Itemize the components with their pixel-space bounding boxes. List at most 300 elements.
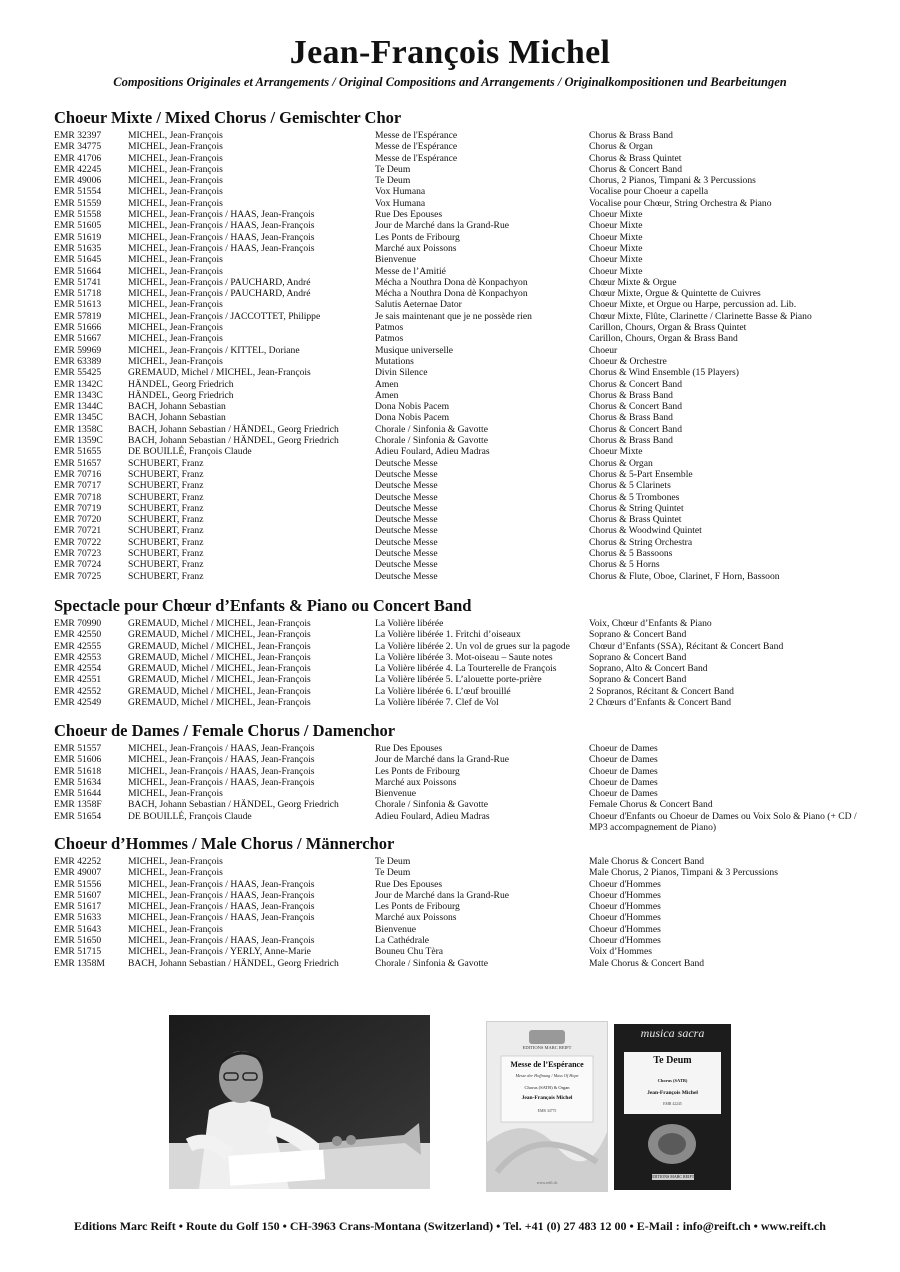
catalog-title: Te Deum bbox=[375, 163, 411, 175]
catalog-instrumentation: Chorus & Brass Quintet bbox=[589, 514, 682, 526]
catalog-code: EMR 70724 bbox=[54, 559, 102, 571]
catalog-title: Chorale / Sinfonia & Gavotte bbox=[375, 799, 488, 811]
catalog-composer: MICHEL, Jean-François bbox=[128, 322, 223, 334]
catalog-instrumentation: Chorus & Brass Band bbox=[589, 412, 673, 424]
catalog-row bbox=[54, 492, 854, 503]
cover-code: EMR 34775 bbox=[537, 1109, 557, 1113]
catalog-instrumentation: Choeur d'Hommes bbox=[589, 935, 661, 947]
catalog-title: Deutsche Messe bbox=[375, 570, 438, 582]
catalog-composer: MICHEL, Jean-François bbox=[128, 867, 223, 879]
catalog-title: Dona Nobis Pacem bbox=[375, 412, 450, 424]
catalog-code: EMR 42552 bbox=[54, 685, 102, 697]
catalog-composer: GREMAUD, Michel / MICHEL, Jean-François bbox=[128, 640, 311, 652]
catalog-code: EMR 51667 bbox=[54, 333, 102, 345]
cover-url: www.reift.ch bbox=[536, 1180, 558, 1185]
catalog-title: La Volière libérée 4. La Tourterelle de François bbox=[375, 663, 557, 675]
catalog-title: Vox Humana bbox=[375, 197, 426, 209]
catalog-instrumentation: Chorus & 5 Bassoons bbox=[589, 547, 673, 559]
catalog-list bbox=[54, 130, 854, 582]
catalog-row bbox=[54, 663, 854, 674]
cover-composer: Jean-François Michel bbox=[521, 1095, 573, 1101]
cover-code: EMR 42245 bbox=[663, 1102, 682, 1106]
catalog-row bbox=[54, 175, 854, 186]
catalog-row bbox=[54, 333, 854, 344]
catalog-instrumentation: Voix, Chœur d’Enfants & Piano bbox=[589, 618, 712, 629]
catalog-row bbox=[54, 322, 854, 333]
catalog-row bbox=[54, 209, 854, 220]
catalog-code: EMR 34775 bbox=[54, 141, 102, 153]
catalog-code: EMR 42549 bbox=[54, 697, 102, 709]
catalog-instrumentation: Male Chorus & Concert Band bbox=[589, 856, 705, 867]
catalog-row bbox=[54, 379, 854, 390]
catalog-code: EMR 51664 bbox=[54, 265, 102, 277]
catalog-row bbox=[54, 890, 854, 901]
catalog-instrumentation: Chœur Mixte & Orgue bbox=[589, 276, 677, 288]
cover-subtitle: Messe der Hoffnung / Mass Of Hope bbox=[515, 1073, 579, 1078]
catalog-title: Bouneu Chu Tèra bbox=[375, 946, 444, 958]
catalog-instrumentation: Carillon, Chours, Organ & Brass Quintet bbox=[589, 322, 747, 334]
catalog-row bbox=[54, 220, 854, 231]
catalog-code: EMR 42553 bbox=[54, 651, 102, 663]
catalog-row bbox=[54, 412, 854, 423]
catalog-composer: MICHEL, Jean-François / HAAS, Jean-François bbox=[128, 242, 315, 254]
catalog-instrumentation: Chorus & Woodwind Quintet bbox=[589, 525, 702, 537]
catalog-instrumentation: Chœur d’Enfants (SSA), Récitant & Concert Band bbox=[589, 640, 784, 652]
catalog-row bbox=[54, 810, 857, 834]
catalog-composer: HÄNDEL, Georg Friedrich bbox=[128, 378, 234, 390]
catalog-composer: BACH, Johann Sebastian / HÄNDEL, Georg Friedrich bbox=[128, 435, 339, 447]
catalog-composer: DE BOUILLÉ, François Claude bbox=[128, 810, 252, 822]
catalog-code: EMR 70718 bbox=[54, 491, 102, 503]
catalog-row bbox=[54, 435, 854, 446]
catalog-instrumentation: Choeur & Orchestre bbox=[589, 355, 667, 367]
catalog-row bbox=[54, 458, 854, 469]
catalog-composer: MICHEL, Jean-François / HAAS, Jean-François bbox=[128, 889, 315, 901]
catalog-instrumentation: Choeur bbox=[589, 344, 618, 356]
catalog-title: Deutsche Messe bbox=[375, 536, 438, 548]
catalog-title: La Volière libérée 3. Mot-oiseau – Saute notes bbox=[375, 651, 553, 663]
catalog-composer: MICHEL, Jean-François / HAAS, Jean-François bbox=[128, 912, 315, 924]
composer-photo-drawing bbox=[169, 1015, 430, 1189]
catalog-instrumentation: Chorus & 5 Horns bbox=[589, 559, 660, 571]
cover-publisher: EDITIONS MARC REIFT bbox=[650, 1174, 695, 1179]
cover-title: Messe de l’Espérance bbox=[510, 1060, 584, 1069]
catalog-row bbox=[54, 958, 854, 969]
catalog-code: EMR 70720 bbox=[54, 514, 102, 526]
catalog-instrumentation: Choeur d'Enfants ou Choeur de Dames ou Voix Solo & Piano (+ CD / MP3 accompagnement de Piano) bbox=[589, 810, 857, 834]
catalog-title: Adieu Foulard, Adieu Madras bbox=[375, 810, 490, 822]
catalog-code: EMR 70725 bbox=[54, 570, 102, 582]
catalog-composer: SCHUBERT, Franz bbox=[128, 570, 204, 582]
catalog-code: EMR 63389 bbox=[54, 355, 102, 367]
catalog-composer: MICHEL, Jean-François / HAAS, Jean-François bbox=[128, 935, 315, 947]
catalog-title: La Volière libérée bbox=[375, 618, 444, 629]
catalog-row bbox=[54, 525, 854, 536]
cover-composer: Jean-François Michel bbox=[647, 1090, 698, 1096]
catalog-instrumentation: Choeur Mixte bbox=[589, 254, 643, 266]
cover-messe-de-l-esperance bbox=[486, 1021, 608, 1192]
catalog-title: Messe de l'Espérance bbox=[375, 141, 458, 153]
catalog-instrumentation: Choeur d'Hommes bbox=[589, 889, 661, 901]
catalog-composer: BACH, Johann Sebastian / HÄNDEL, Georg Friedrich bbox=[128, 799, 339, 811]
catalog-title: Rue Des Epouses bbox=[375, 743, 443, 754]
cover-scoring: Chorus (SATB) bbox=[657, 1078, 688, 1083]
catalog-row bbox=[54, 232, 854, 243]
catalog-row bbox=[54, 356, 854, 367]
catalog-row bbox=[54, 243, 854, 254]
catalog-instrumentation: Choeur de Dames bbox=[589, 754, 658, 766]
catalog-composer: MICHEL, Jean-François / HAAS, Jean-François bbox=[128, 776, 315, 788]
catalog-row bbox=[54, 754, 854, 765]
catalog-composer: MICHEL, Jean-François / PAUCHARD, André bbox=[128, 276, 311, 288]
catalog-code: EMR 1343C bbox=[54, 389, 103, 401]
catalog-composer: GREMAUD, Michel / MICHEL, Jean-François bbox=[128, 663, 311, 675]
catalog-code: EMR 42554 bbox=[54, 663, 102, 675]
catalog-instrumentation: Choeur de Dames bbox=[589, 743, 658, 754]
catalog-composer: SCHUBERT, Franz bbox=[128, 491, 204, 503]
catalog-composer: MICHEL, Jean-François bbox=[128, 254, 223, 266]
catalog-row bbox=[54, 946, 854, 957]
catalog-composer: MICHEL, Jean-François bbox=[128, 163, 223, 175]
catalog-code: EMR 51657 bbox=[54, 457, 102, 469]
catalog-instrumentation: Choeur d'Hommes bbox=[589, 901, 661, 913]
catalog-row bbox=[54, 367, 854, 378]
catalog-instrumentation: Male Chorus, 2 Pianos, Timpani & 3 Percussions bbox=[589, 867, 778, 879]
catalog-composer: GREMAUD, Michel / MICHEL, Jean-François bbox=[128, 367, 311, 379]
catalog-instrumentation: Chorus & Concert Band bbox=[589, 423, 682, 435]
catalog-row bbox=[54, 299, 854, 310]
catalog-code: EMR 1358F bbox=[54, 799, 102, 811]
catalog-code: EMR 70723 bbox=[54, 547, 102, 559]
catalog-composer: MICHEL, Jean-François bbox=[128, 186, 223, 198]
catalog-row bbox=[54, 186, 854, 197]
catalog-code: EMR 70990 bbox=[54, 618, 102, 629]
catalog-title: Salutis Aeternae Dator bbox=[375, 299, 462, 311]
cover-series: musica sacra bbox=[640, 1026, 705, 1040]
catalog-code: EMR 51741 bbox=[54, 276, 102, 288]
catalog-row bbox=[54, 788, 854, 799]
catalog-composer: MICHEL, Jean-François bbox=[128, 197, 223, 209]
catalog-title: Te Deum bbox=[375, 867, 411, 879]
catalog-code: EMR 49007 bbox=[54, 867, 102, 879]
catalog-composer: MICHEL, Jean-François / YERLY, Anne-Marie bbox=[128, 946, 311, 958]
catalog-instrumentation: Chorus & Organ bbox=[589, 457, 653, 469]
catalog-row bbox=[54, 277, 854, 288]
catalog-code: EMR 51618 bbox=[54, 765, 102, 777]
cover-publisher: EDITIONS MARC REIFT bbox=[522, 1045, 572, 1050]
catalog-composer: GREMAUD, Michel / MICHEL, Jean-François bbox=[128, 685, 311, 697]
catalog-title: Deutsche Messe bbox=[375, 457, 438, 469]
catalog-title: Deutsche Messe bbox=[375, 514, 438, 526]
catalog-composer: SCHUBERT, Franz bbox=[128, 480, 204, 492]
footer-contact: Editions Marc Reift • Route du Golf 150 • CH-3963 Crans-Montana (Switzerland) • Tel. +41 (0) 27 483 12 00 • E-Mail : info@reift.ch • www.reift.ch bbox=[74, 1219, 826, 1233]
catalog-instrumentation: Choeur Mixte bbox=[589, 209, 643, 221]
catalog-code: EMR 1342C bbox=[54, 378, 103, 390]
catalog-composer: MICHEL, Jean-François / KITTEL, Doriane bbox=[128, 344, 300, 356]
catalog-row bbox=[54, 743, 854, 754]
catalog-composer: MICHEL, Jean-François bbox=[128, 130, 223, 141]
catalog-row bbox=[54, 777, 854, 788]
catalog-composer: GREMAUD, Michel / MICHEL, Jean-François bbox=[128, 618, 311, 629]
catalog-composer: BACH, Johann Sebastian / HÄNDEL, Georg Friedrich bbox=[128, 957, 339, 969]
catalog-instrumentation: Chorus & 5 Trombones bbox=[589, 491, 680, 503]
catalog-instrumentation: Chorus & Brass Band bbox=[589, 435, 673, 447]
catalog-row bbox=[54, 559, 854, 570]
catalog-instrumentation: Soprano, Alto & Concert Band bbox=[589, 663, 708, 675]
catalog-composer: GREMAUD, Michel / MICHEL, Jean-François bbox=[128, 697, 311, 709]
catalog-row bbox=[54, 629, 854, 640]
page-title: Jean-François Michel bbox=[289, 34, 611, 71]
catalog-instrumentation: Chorus & Concert Band bbox=[589, 401, 682, 413]
catalog-instrumentation: Choeur Mixte bbox=[589, 231, 643, 243]
catalog-title: Adieu Foulard, Adieu Madras bbox=[375, 446, 490, 458]
catalog-title: Messe de l’Amitié bbox=[375, 265, 446, 277]
catalog-row bbox=[54, 766, 854, 777]
catalog-title: Patmos bbox=[375, 333, 404, 345]
catalog-row bbox=[54, 674, 854, 685]
catalog-instrumentation: Chorus & 5 Clarinets bbox=[589, 480, 671, 492]
catalog-row bbox=[54, 446, 854, 457]
catalog-code: EMR 70722 bbox=[54, 536, 102, 548]
cover-scoring: Chorus (SATB) & Organ bbox=[524, 1085, 570, 1090]
catalog-instrumentation: Chorus & Flute, Oboe, Clarinet, F Horn, Bassoon bbox=[589, 570, 780, 582]
catalog-title: Mécha a Nouthra Dona dè Konpachyon bbox=[375, 288, 528, 300]
catalog-title: Deutsche Messe bbox=[375, 547, 438, 559]
catalog-instrumentation: Choeur de Dames bbox=[589, 788, 658, 800]
catalog-code: EMR 51643 bbox=[54, 923, 102, 935]
catalog-title: Deutsche Messe bbox=[375, 491, 438, 503]
catalog-row bbox=[54, 345, 854, 356]
catalog-list bbox=[54, 856, 854, 969]
catalog-code: EMR 70716 bbox=[54, 468, 102, 480]
catalog-instrumentation: Chorus & String Orchestra bbox=[589, 536, 693, 548]
catalog-instrumentation: Chorus & 5-Part Ensemble bbox=[589, 468, 693, 480]
catalog-composer: MICHEL, Jean-François bbox=[128, 355, 223, 367]
catalog-instrumentation: Chorus & Brass Quintet bbox=[589, 152, 682, 164]
catalog-code: EMR 32397 bbox=[54, 130, 102, 141]
catalog-instrumentation: Choeur Mixte bbox=[589, 446, 643, 458]
catalog-row bbox=[54, 401, 854, 412]
catalog-code: EMR 51635 bbox=[54, 242, 102, 254]
catalog-title: Mutations bbox=[375, 355, 414, 367]
catalog-instrumentation: Chorus & Wind Ensemble (15 Players) bbox=[589, 367, 739, 379]
catalog-instrumentation: 2 Chœurs d’Enfants & Concert Band bbox=[589, 697, 732, 709]
catalog-title: Je sais maintenant que je ne possède rien bbox=[375, 310, 532, 322]
cover-title: Te Deum bbox=[653, 1055, 692, 1066]
section-heading: Spectacle pour Chœur d’Enfants & Piano ou Concert Band bbox=[54, 596, 472, 615]
catalog-title: La Cathédrale bbox=[375, 935, 430, 947]
catalog-code: EMR 1358C bbox=[54, 423, 103, 435]
catalog-instrumentation: Soprano & Concert Band bbox=[589, 651, 687, 663]
catalog-composer: BACH, Johann Sebastian bbox=[128, 401, 226, 413]
catalog-instrumentation: Choeur d'Hommes bbox=[589, 912, 661, 924]
catalog-code: EMR 42555 bbox=[54, 640, 102, 652]
catalog-code: EMR 1359C bbox=[54, 435, 103, 447]
section-heading: Choeur de Dames / Female Chorus / Damenchor bbox=[54, 721, 396, 740]
catalog-title: Amen bbox=[375, 378, 399, 390]
catalog-title: Rue Des Epouses bbox=[375, 878, 443, 890]
catalog-instrumentation: Choeur de Dames bbox=[589, 776, 658, 788]
catalog-composer: MICHEL, Jean-François / JACCOTTET, Philippe bbox=[128, 310, 321, 322]
catalog-instrumentation: Vocalise pour Choeur a capella bbox=[589, 186, 709, 198]
catalog-row bbox=[54, 130, 854, 141]
catalog-composer: MICHEL, Jean-François / HAAS, Jean-François bbox=[128, 209, 315, 221]
catalog-composer: MICHEL, Jean-François bbox=[128, 333, 223, 345]
catalog-composer: SCHUBERT, Franz bbox=[128, 536, 204, 548]
catalog-instrumentation: Choeur d'Hommes bbox=[589, 923, 661, 935]
section-heading: Choeur d’Hommes / Male Chorus / Männerchor bbox=[54, 834, 395, 853]
catalog-code: EMR 51644 bbox=[54, 788, 102, 800]
catalog-composer: GREMAUD, Michel / MICHEL, Jean-François bbox=[128, 674, 311, 686]
catalog-row bbox=[54, 424, 854, 435]
catalog-code: EMR 49006 bbox=[54, 175, 102, 187]
catalog-row bbox=[54, 901, 854, 912]
catalog-row bbox=[54, 164, 854, 175]
catalog-instrumentation: Chorus & Concert Band bbox=[589, 163, 682, 175]
catalog-title: Deutsche Messe bbox=[375, 468, 438, 480]
catalog-title: Jour de Marché dans la Grand-Rue bbox=[375, 889, 509, 901]
cover-te-deum-art bbox=[614, 1024, 731, 1190]
catalog-row bbox=[54, 618, 854, 629]
catalog-code: EMR 51650 bbox=[54, 935, 102, 947]
catalog-code: EMR 70721 bbox=[54, 525, 102, 537]
catalog-code: EMR 51559 bbox=[54, 197, 102, 209]
composer-photo bbox=[169, 1015, 430, 1189]
catalog-row bbox=[54, 480, 854, 491]
catalog-title: Les Ponts de Fribourg bbox=[375, 765, 460, 777]
catalog-row bbox=[54, 153, 854, 164]
catalog-title: Bienvenue bbox=[375, 254, 417, 266]
catalog-instrumentation: Choeur Mixte, et Orgue ou Harpe, percussion ad. Lib. bbox=[589, 299, 797, 311]
catalog-instrumentation: Chorus & Organ bbox=[589, 141, 653, 153]
catalog-code: EMR 42245 bbox=[54, 163, 102, 175]
catalog-list bbox=[54, 743, 857, 834]
catalog-composer: MICHEL, Jean-François / HAAS, Jean-François bbox=[128, 765, 315, 777]
catalog-instrumentation: Chorus & Brass Band bbox=[589, 389, 673, 401]
catalog-title: La Volière libérée 7. Clef de Vol bbox=[375, 697, 499, 709]
catalog-code: EMR 51606 bbox=[54, 754, 102, 766]
catalog-code: EMR 70717 bbox=[54, 480, 102, 492]
section-male-chorus bbox=[54, 834, 854, 969]
catalog-composer: MICHEL, Jean-François / HAAS, Jean-François bbox=[128, 231, 315, 243]
catalog-code: EMR 51633 bbox=[54, 912, 102, 924]
catalog-row bbox=[54, 697, 854, 708]
catalog-composer: MICHEL, Jean-François / HAAS, Jean-François bbox=[128, 220, 315, 232]
catalog-code: EMR 51617 bbox=[54, 901, 102, 913]
catalog-row bbox=[54, 652, 854, 663]
catalog-title: Te Deum bbox=[375, 856, 411, 867]
catalog-row bbox=[54, 266, 854, 277]
catalog-row bbox=[54, 935, 854, 946]
catalog-composer: MICHEL, Jean-François / HAAS, Jean-François bbox=[128, 743, 315, 754]
catalog-instrumentation: Chorus, 2 Pianos, Timpani & 3 Percussions bbox=[589, 175, 756, 187]
catalog-composer: BACH, Johann Sebastian bbox=[128, 412, 226, 424]
catalog-code: EMR 59969 bbox=[54, 344, 102, 356]
catalog-row bbox=[54, 912, 854, 923]
catalog-instrumentation: 2 Sopranos, Récitant & Concert Band bbox=[589, 685, 734, 697]
catalog-composer: SCHUBERT, Franz bbox=[128, 547, 204, 559]
catalog-instrumentation: Chorus & String Quintet bbox=[589, 502, 684, 514]
catalog-row bbox=[54, 879, 854, 890]
catalog-instrumentation: Choeur Mixte bbox=[589, 242, 643, 254]
catalog-title: La Volière libérée 1. Fritchi d’oiseaux bbox=[375, 629, 521, 641]
catalog-title: Patmos bbox=[375, 322, 404, 334]
catalog-composer: MICHEL, Jean-François bbox=[128, 141, 223, 153]
catalog-composer: MICHEL, Jean-François bbox=[128, 299, 223, 311]
catalog-title: Divin Silence bbox=[375, 367, 428, 379]
catalog-title: Chorale / Sinfonia & Gavotte bbox=[375, 435, 488, 447]
catalog-code: EMR 51556 bbox=[54, 878, 102, 890]
catalog-title: Marché aux Poissons bbox=[375, 776, 457, 788]
catalog-row bbox=[54, 641, 854, 652]
catalog-row bbox=[54, 548, 854, 559]
catalog-list bbox=[54, 618, 854, 708]
catalog-composer: MICHEL, Jean-François / HAAS, Jean-François bbox=[128, 754, 315, 766]
catalog-composer: SCHUBERT, Franz bbox=[128, 457, 204, 469]
catalog-composer: MICHEL, Jean-François bbox=[128, 856, 223, 867]
catalog-title: Marché aux Poissons bbox=[375, 242, 457, 254]
catalog-row bbox=[54, 390, 854, 401]
catalog-composer: SCHUBERT, Franz bbox=[128, 559, 204, 571]
catalog-instrumentation: Choeur Mixte bbox=[589, 220, 643, 232]
catalog-composer: MICHEL, Jean-François / PAUCHARD, André bbox=[128, 288, 311, 300]
catalog-title: Rue Des Epouses bbox=[375, 209, 443, 221]
section-childrens-show bbox=[54, 596, 854, 708]
catalog-code: EMR 51666 bbox=[54, 322, 102, 334]
catalog-composer: DE BOUILLÉ, François Claude bbox=[128, 446, 252, 458]
catalog-instrumentation: Chorus & Brass Band bbox=[589, 130, 673, 141]
catalog-instrumentation: Choeur d'Hommes bbox=[589, 878, 661, 890]
catalog-composer: MICHEL, Jean-François bbox=[128, 923, 223, 935]
catalog-title: Messe de l'Espérance bbox=[375, 152, 458, 164]
catalog-instrumentation: Choeur de Dames bbox=[589, 765, 658, 777]
catalog-composer: SCHUBERT, Franz bbox=[128, 502, 204, 514]
catalog-code: EMR 51558 bbox=[54, 209, 102, 221]
catalog-instrumentation: Chœur Mixte, Flûte, Clarinette / Clarinette Basse & Piano bbox=[589, 310, 812, 322]
catalog-row bbox=[54, 311, 854, 322]
catalog-composer: MICHEL, Jean-François / HAAS, Jean-François bbox=[128, 878, 315, 890]
catalog-code: EMR 51619 bbox=[54, 231, 102, 243]
catalog-title: Jour de Marché dans la Grand-Rue bbox=[375, 220, 509, 232]
catalog-row bbox=[54, 867, 854, 878]
catalog-code: EMR 70719 bbox=[54, 502, 102, 514]
catalog-row bbox=[54, 141, 854, 152]
catalog-code: EMR 1345C bbox=[54, 412, 103, 424]
catalog-title: La Volière libérée 6. L’œuf brouillé bbox=[375, 685, 511, 697]
catalog-title: Bienvenue bbox=[375, 788, 417, 800]
catalog-code: EMR 51557 bbox=[54, 743, 102, 754]
catalog-title: Musique universelle bbox=[375, 344, 454, 356]
catalog-row bbox=[54, 686, 854, 697]
catalog-title: Les Ponts de Fribourg bbox=[375, 901, 460, 913]
catalog-composer: GREMAUD, Michel / MICHEL, Jean-François bbox=[128, 651, 311, 663]
catalog-title: Vox Humana bbox=[375, 186, 426, 198]
catalog-composer: SCHUBERT, Franz bbox=[128, 468, 204, 480]
catalog-code: EMR 1358M bbox=[54, 957, 105, 969]
catalog-code: EMR 51645 bbox=[54, 254, 102, 266]
catalog-composer: MICHEL, Jean-François / HAAS, Jean-François bbox=[128, 901, 315, 913]
catalog-title: Chorale / Sinfonia & Gavotte bbox=[375, 423, 488, 435]
catalog-title: Deutsche Messe bbox=[375, 559, 438, 571]
catalog-composer: GREMAUD, Michel / MICHEL, Jean-François bbox=[128, 629, 311, 641]
catalog-code: EMR 51715 bbox=[54, 946, 102, 958]
catalog-title: Te Deum bbox=[375, 175, 411, 187]
catalog-code: EMR 1344C bbox=[54, 401, 103, 413]
catalog-title: Dona Nobis Pacem bbox=[375, 401, 450, 413]
section-mixed-chorus bbox=[54, 108, 854, 582]
catalog-code: EMR 51607 bbox=[54, 889, 102, 901]
catalog-instrumentation: Soprano & Concert Band bbox=[589, 629, 687, 641]
